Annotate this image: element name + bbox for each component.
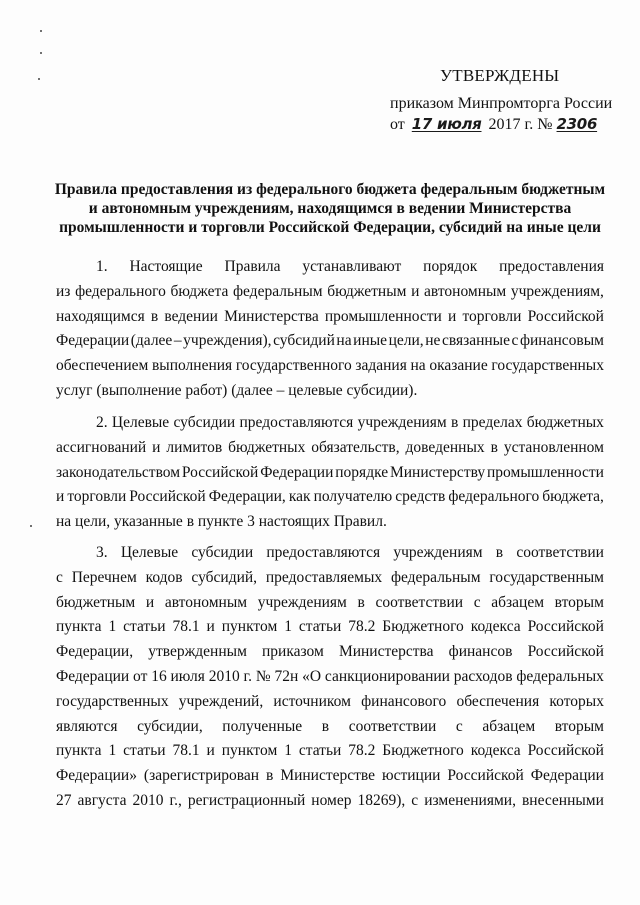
word: выполнения — [151, 357, 233, 375]
word: с — [455, 717, 463, 735]
word: устанавливают — [302, 258, 402, 275]
word: задания — [355, 357, 407, 375]
word: государственных — [56, 692, 169, 710]
word: финансового — [361, 692, 447, 710]
word: законодательством — [56, 463, 181, 481]
word: 1 — [108, 742, 117, 760]
word: 1 — [284, 618, 292, 636]
word: находящимся — [56, 307, 145, 325]
word: 27 — [56, 791, 72, 809]
paragraph-line — [56, 665, 604, 690]
word: автономным — [164, 593, 248, 611]
word: предоставляемых — [265, 568, 383, 586]
word: торговли — [462, 307, 522, 325]
paragraph-line — [56, 255, 604, 280]
word: ведении — [164, 307, 218, 325]
word: учреждениям, — [510, 282, 604, 300]
year-text: 2017 г. № — [488, 116, 553, 133]
word: субсидии — [191, 544, 254, 561]
paragraph-line — [56, 739, 604, 764]
word: 78.1 — [172, 618, 200, 636]
paragraph-line — [56, 640, 604, 665]
word: связанные — [441, 332, 510, 350]
word: Целевые — [111, 414, 170, 431]
word: Федерации — [260, 463, 334, 481]
word: соответствии — [375, 593, 464, 611]
word: юстиции — [382, 767, 441, 785]
word: из — [56, 282, 71, 300]
date-prefix: от — [390, 116, 405, 133]
word: бюджетных — [228, 438, 306, 456]
word: федерального — [75, 282, 166, 300]
word: субсидий, — [191, 568, 258, 586]
word: на — [336, 332, 352, 350]
paragraph-line — [56, 541, 604, 566]
word: 3. — [96, 544, 108, 561]
word: порядке — [335, 463, 389, 481]
word: 72н — [274, 667, 299, 685]
paragraph-line — [56, 715, 604, 740]
word: пункта — [56, 618, 102, 636]
word: автономным — [424, 282, 507, 300]
word: вторым — [554, 717, 604, 735]
word: Настоящие — [129, 258, 203, 275]
word: пунктом — [221, 742, 278, 760]
word: Бюджетного — [382, 742, 464, 760]
word: (далее — [130, 332, 173, 350]
word: статьи — [298, 742, 342, 760]
word: и — [152, 438, 161, 456]
word: торговли — [67, 488, 127, 506]
word: федеральным — [232, 282, 323, 300]
word: статьи — [298, 618, 342, 636]
paragraph-line: на цели, указанные в пункте 3 настоящих Правил. — [56, 513, 387, 531]
word: получателю — [313, 488, 393, 506]
word: финансов — [448, 643, 513, 661]
word: доведенных — [405, 438, 485, 456]
word: Российской — [129, 488, 206, 506]
paragraph-line — [56, 436, 604, 461]
word: 1 — [108, 618, 117, 636]
approval-stamp: УТВЕРЖДЕНЫ — [440, 66, 560, 85]
word: субсидий — [273, 332, 335, 350]
word: обязательств, — [311, 438, 400, 456]
word: учреждений, — [178, 692, 264, 710]
word: кодекса — [470, 742, 521, 760]
handwritten-order-number: 2306 — [556, 115, 598, 133]
word: абзацем — [482, 717, 536, 735]
word: предоставляются — [266, 544, 381, 561]
word: которых — [549, 692, 604, 710]
word: пределах — [462, 414, 523, 431]
word: оказание — [429, 357, 488, 375]
word: регистрационный — [187, 791, 306, 809]
paragraph-line — [56, 615, 604, 640]
word: иные — [353, 332, 388, 350]
word: номер — [311, 791, 352, 809]
scan-speck — [40, 52, 42, 54]
word: государственного — [235, 357, 352, 375]
paragraph-line — [56, 764, 604, 789]
word: с — [511, 332, 519, 350]
word: федеральным — [390, 568, 481, 586]
word: Министерства — [338, 643, 434, 661]
scan-speck — [40, 30, 42, 32]
paragraph-line — [56, 485, 604, 510]
word: федеральных — [516, 667, 604, 685]
word: 2010 — [208, 667, 240, 685]
word: Перечнем — [71, 568, 137, 586]
word: в — [357, 593, 365, 611]
word: государственным — [489, 568, 604, 586]
word: субсидии — [173, 414, 236, 431]
paragraph-2 — [56, 411, 604, 535]
word: источником — [273, 692, 351, 710]
word: Российской — [527, 643, 604, 661]
handwritten-date: 17 июля — [411, 115, 482, 133]
word: предоставления — [499, 258, 604, 275]
word: учреждениям — [257, 593, 347, 611]
word: Целевые — [120, 544, 179, 561]
word: и — [56, 488, 65, 506]
word: Российской — [527, 307, 604, 325]
word: № — [255, 667, 271, 685]
word: на — [410, 357, 426, 375]
word: субсидии, — [137, 717, 203, 735]
word: и — [206, 618, 215, 636]
word: вторым — [554, 593, 604, 611]
word: Федерации — [56, 667, 130, 685]
word: промышленности — [487, 463, 604, 481]
word: Федерации, — [56, 643, 134, 661]
word: обеспечением — [56, 357, 149, 375]
word: лимитов — [166, 438, 223, 456]
word: г., — [169, 791, 182, 809]
word: «О — [302, 667, 322, 685]
word: установленном — [503, 438, 604, 456]
paragraph-line — [56, 329, 604, 354]
word: финансовым — [519, 332, 604, 350]
paragraph-line — [56, 305, 604, 330]
word: средств — [395, 488, 446, 506]
scan-speck — [30, 525, 32, 527]
word: 2010 — [132, 791, 164, 809]
word: в — [150, 307, 159, 325]
paragraph-line: услуг (выполнение работ) (далее – целевые субсидии). — [56, 381, 418, 399]
word: Федерации, — [208, 488, 286, 506]
word: 1. — [96, 258, 108, 275]
word: 2. — [96, 414, 108, 431]
document-title — [40, 180, 620, 237]
scan-speck — [38, 78, 40, 80]
word: г. — [243, 667, 253, 685]
word: обеспечения — [456, 692, 540, 710]
paragraph-3 — [56, 541, 604, 814]
word: Министерству — [389, 463, 486, 481]
paragraph-line — [56, 461, 604, 486]
word: федерального — [448, 488, 540, 506]
word: Российской — [527, 742, 604, 760]
word: кодекса — [470, 618, 521, 636]
word: как — [288, 488, 311, 506]
word: цели, — [388, 332, 424, 350]
word: в — [495, 544, 504, 561]
word: бюджета — [170, 282, 229, 300]
word: приказом — [262, 643, 324, 661]
paragraph-line — [56, 280, 604, 305]
paragraph-line — [56, 591, 604, 616]
word: Министерства — [224, 307, 319, 325]
word: Правила — [224, 258, 281, 275]
word: расходов — [453, 667, 513, 685]
paragraph-line — [56, 690, 604, 715]
word: в — [490, 438, 498, 456]
word: и — [145, 593, 155, 611]
word: 78.2 — [348, 742, 376, 760]
word: порядок — [423, 258, 478, 275]
word: июля — [170, 667, 205, 685]
word: изменениями, — [424, 791, 516, 809]
word: государственных — [491, 357, 604, 375]
word: августа — [77, 791, 127, 809]
word: в — [321, 717, 330, 735]
word: в — [451, 414, 459, 431]
title-line: и автономным учреждениям, находящимся в ведении Министерства — [88, 200, 572, 217]
word: 16 — [151, 667, 167, 685]
paragraph-line — [56, 566, 604, 591]
word: внесенными — [521, 791, 604, 809]
word: 78.1 — [172, 742, 200, 760]
word: 18269), — [357, 791, 406, 809]
word: и — [206, 742, 215, 760]
word: Российской — [527, 618, 604, 636]
paragraph-line — [56, 411, 604, 436]
word: абзацем — [491, 593, 545, 611]
word: бюджетным — [327, 282, 407, 300]
word: Федерации — [530, 767, 604, 785]
word: бюджетным — [56, 593, 136, 611]
word: и — [448, 307, 457, 325]
word: пунктом — [221, 618, 278, 636]
paragraph-1 — [56, 255, 604, 404]
word: соответствии — [348, 717, 437, 735]
word: Федерации» — [56, 767, 137, 785]
word: Российской — [181, 463, 259, 481]
word: бюджета, — [542, 488, 604, 506]
word: – — [173, 332, 182, 350]
title-line: промышленности и торговли Российской Федерации, субсидий на иные цели — [59, 219, 601, 236]
word: предоставляются — [239, 414, 354, 431]
paragraph-line — [56, 789, 604, 814]
word: 1 — [284, 742, 292, 760]
title-line: Правила предоставления из федерального бюджета федеральным бюджетным — [54, 181, 606, 198]
word: с — [473, 593, 481, 611]
word: Бюджетного — [382, 618, 464, 636]
word: в — [266, 767, 274, 785]
word: и — [411, 282, 420, 300]
word: учреждениям — [357, 414, 447, 431]
word: являются — [56, 717, 118, 735]
word: ассигнований — [56, 438, 147, 456]
word: Министерстве — [280, 767, 376, 785]
word: учреждения), — [183, 332, 272, 350]
word: статьи — [123, 618, 166, 636]
word: промышленности — [324, 307, 442, 325]
approval-block — [390, 66, 630, 135]
word: с — [56, 568, 63, 586]
word: (зарегистрирован — [143, 767, 260, 785]
paragraph-line — [56, 354, 604, 379]
word: бюджетных — [526, 414, 604, 431]
word: Российской — [447, 767, 524, 785]
word: санкционировании — [324, 667, 450, 685]
word: утвержденным — [148, 643, 247, 661]
approval-order-line: приказом Минпромторга России — [390, 95, 613, 112]
word: 78.2 — [348, 618, 376, 636]
word: статьи — [123, 742, 166, 760]
word: соответствии — [516, 544, 604, 561]
word: кодов — [145, 568, 183, 586]
approval-date-line — [390, 114, 630, 135]
word: Федерации — [56, 332, 130, 350]
word: не — [425, 332, 441, 350]
word: пункта — [56, 742, 102, 760]
word: от — [133, 667, 148, 685]
word: учреждениям — [393, 544, 483, 561]
word: полученные — [222, 717, 303, 735]
word: с — [411, 791, 419, 809]
